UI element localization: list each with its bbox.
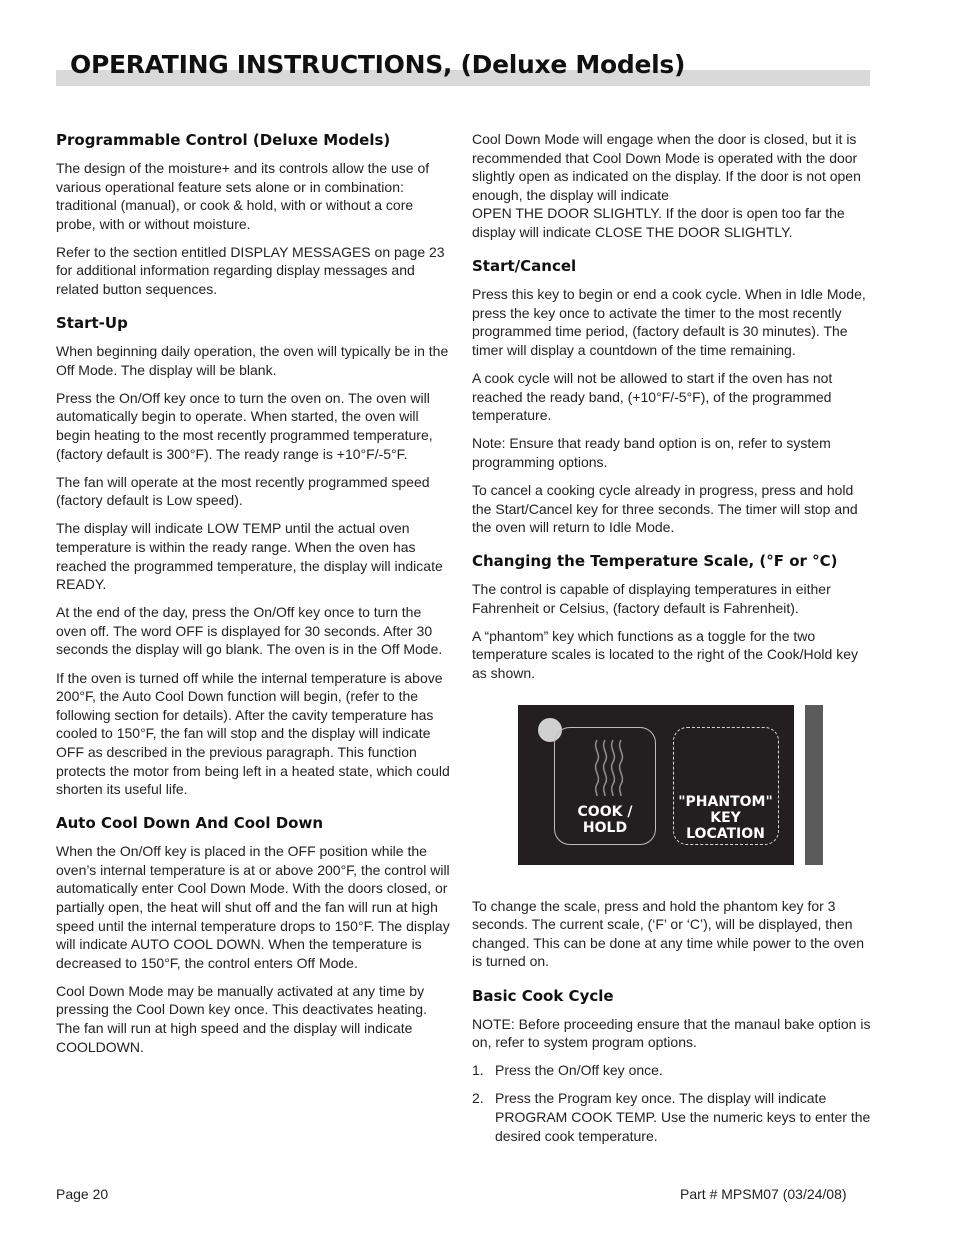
- paragraph: A “phantom” key which functions as a toggle for the two temperature scales is located to the right of the Cook/Hold key as shown.: [472, 627, 858, 682]
- heat-waves-icon: [591, 736, 631, 798]
- page-number: Page 20: [56, 1186, 109, 1202]
- heading-basic-cook-cycle: Basic Cook Cycle: [472, 986, 614, 1005]
- left-column: [56, 130, 452, 1066]
- cook-hold-key-label: COOK / HOLD: [577, 803, 633, 836]
- keypad-panel: [518, 705, 794, 865]
- paragraph: NOTE: Before proceeding ensure that the manaul bake option is on, refer to system program options.: [472, 1015, 871, 1051]
- part-number: Part # MPSM07 (03/24/08): [680, 1186, 847, 1202]
- page-title: OPERATING INSTRUCTIONS, (Deluxe Models): [70, 50, 686, 79]
- paragraph: Note: Ensure that ready band option is on, refer to system programming options.: [472, 435, 831, 470]
- paragraph: Cool Down Mode may be manually activated at any time by pressing the Cool Down key once. This deactivates heating. The fan will run at high speed and the display will indicate COOLDOWN.: [56, 982, 427, 1055]
- list-item: 2. Press the Program key once. The display will indicate PROGRAM COOK TEMP. Use the numeric keys to enter the desired cook temperature.: [472, 1090, 871, 1144]
- phantom-key-location: [673, 727, 779, 845]
- paragraph: The control is capable of displaying temperatures in either Fahrenheit or Celsius, (factory default is Fahrenheit).: [472, 581, 831, 616]
- cook-hold-key: [554, 727, 656, 845]
- paragraph: To change the scale, press and hold the phantom key for 3 seconds. The current scale, (‘F’ or ‘C’), will be displayed, then changed. This can be done at any time while power to the oven is turned on.: [472, 897, 864, 970]
- paragraph: At the end of the day, press the On/Off key once to turn the oven off. The word OFF is displayed for 30 seconds. After 30 seconds the display will go blank. The oven is in the Off Mode.: [56, 604, 443, 658]
- paragraph: Refer to the section entitled DISPLAY MESSAGES on page 23 for additional information regarding display messages and related button sequences.: [56, 243, 445, 298]
- list-item: 1. Press the On/Off key once.: [472, 1062, 663, 1079]
- paragraph: OPEN THE DOOR SLIGHTLY. If the door is open too far the display will indicate CLOSE THE DOOR SLIGHTLY.: [472, 205, 845, 240]
- heading-start-up: Start-Up: [56, 314, 128, 333]
- right-column: [472, 130, 872, 1155]
- heading-temperature-scale: Changing the Temperature Scale, (°F or °C): [472, 552, 838, 571]
- steps-list: [472, 1061, 872, 1145]
- paragraph: The fan will operate at the most recently programmed speed (factory default is Low speed).: [56, 473, 430, 509]
- paragraph: If the oven is turned off while the internal temperature is above 200°F, the Auto Cool Down function will begin, (refer to the following section for details). After the cavity temperature has cooled to 150°F, the fan will stop and the display will indicate OFF as described in the previous paragraph. This function protects the motor from being left in a heated state, which could shorten its useful life.: [56, 669, 450, 798]
- heading-auto-cool-down: Auto Cool Down And Cool Down: [56, 814, 324, 833]
- heading-start-cancel: Start/Cancel: [472, 257, 577, 276]
- phantom-key-label: "PHANTOM" KEY LOCATION: [678, 793, 773, 842]
- paragraph: To cancel a cooking cycle already in progress, press and hold the Start/Cancel key for three seconds. The timer will stop and the oven will return to Idle Mode.: [472, 481, 858, 536]
- paragraph: A cook cycle will not be allowed to start if the oven has not reached the ready band, (+10°F/-5°F), of the programmed temperature.: [472, 369, 833, 424]
- paragraph: Press this key to begin or end a cook cycle. When in Idle Mode, press the key once to activate the timer to the most recently programmed time period, (factory default is 30 minutes). The timer will display a countdown of the time remaining.: [472, 286, 866, 358]
- paragraph: Press the On/Off key once to turn the oven on. The oven will automatically begin to operate. When started, the oven will begin heating to the most recently programmed temperature, (factory default is 300°F). The ready range is +10°F/-5°F.: [56, 389, 433, 462]
- paragraph: When beginning daily operation, the oven will typically be in the Off Mode. The display will be blank.: [56, 343, 449, 378]
- keypad-illustration: [518, 705, 824, 865]
- paragraph: The design of the moisture+ and its controls allow the use of various operational feature sets alone or in combination: traditional (manual), or cook & hold, with or without a core probe, with or without moisture.: [56, 160, 430, 232]
- paragraph: The display will indicate LOW TEMP until the actual oven temperature is within the ready range. When the oven has reached the programmed temperature, the display will indicate READY.: [56, 520, 443, 593]
- paragraph: Cool Down Mode will engage when the door is closed, but it is recommended that Cool Down Mode is operated with the door slightly open as indicated on the display. If the door is not open enough, the display will indicate: [472, 131, 861, 203]
- keypad-side-strip: [805, 705, 823, 865]
- heading-programmable-control: Programmable Control (Deluxe Models): [56, 131, 391, 149]
- paragraph: When the On/Off key is placed in the OFF position while the oven’s internal temperature is at or above 200°F, the control will automatically enter Cool Down Mode. With the doors closed, or partially open, the heat will shut off and the fan will run at high speed until the internal temperature drops to 150°F. The display will indicate AUTO COOL DOWN. When the temperature is decreased to 150°F, the control enters Off Mode.: [56, 843, 450, 971]
